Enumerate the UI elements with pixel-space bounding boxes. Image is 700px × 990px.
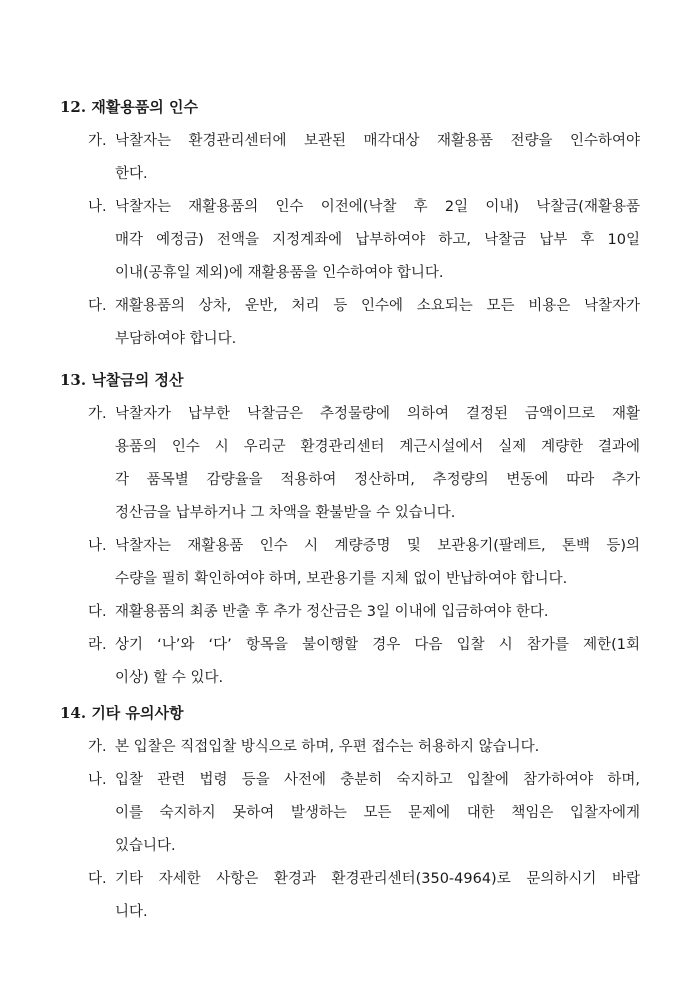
item-text-line: 이상) 할 수 있다.	[115, 670, 224, 686]
list-item	[60, 191, 645, 290]
item-marker: 나.	[88, 199, 107, 215]
item-text-line: 낙찰자는 환경관리센터에 보관된 매각대상 재활용품 전량을 인수하여야	[115, 133, 640, 149]
list-item	[60, 731, 645, 764]
list-item	[60, 629, 645, 695]
item-text-line: 니다.	[115, 904, 148, 920]
list-item	[60, 764, 645, 863]
item-text-line: 입찰 관련 법령 등을 사전에 충분히 숙지하고 입찰에 참가하여야 하며,	[115, 772, 640, 788]
item-marker: 가.	[88, 406, 107, 422]
section-title: 14. 기타 유의사항	[60, 704, 184, 722]
item-marker: 나.	[88, 538, 107, 554]
list-item	[60, 290, 645, 356]
item-marker: 다.	[88, 604, 107, 620]
item-marker: 가.	[88, 739, 107, 755]
list-item	[60, 125, 645, 191]
item-text-line: 각 품목별 감량율을 적용하여 정산하며, 추정량의 변동에 따라 추가	[115, 472, 640, 488]
section-14-other-notes	[60, 702, 645, 929]
item-text-line: 이내(공휴일 제외)에 재활용품을 인수하여야 합니다.	[115, 265, 444, 281]
item-text-line: 한다.	[115, 166, 148, 182]
item-text-line: 있습니다.	[115, 838, 176, 854]
item-text-line: 재활용품의 상차, 운반, 처리 등 인수에 소요되는 모든 비용은 낙찰자가	[115, 298, 640, 314]
section-title: 12. 재활용품의 인수	[60, 98, 198, 116]
item-text-line: 재활용품의 최종 반출 후 추가 정산금은 3일 이내에 입금하여야 한다.	[115, 604, 549, 620]
item-text-line: 수량을 필히 확인하여야 하며, 보관용기를 지체 없이 반납하여야 합니다.	[115, 571, 568, 587]
item-marker: 라.	[88, 637, 107, 653]
section-title: 13. 낙찰금의 정산	[60, 371, 184, 389]
item-text-line: 기타 자세한 사항은 환경과 환경관리센터(350-4964)로 문의하시기 바랍	[115, 871, 640, 887]
item-text-line: 부담하여야 합니다.	[115, 331, 237, 347]
item-text-line: 본 입찰은 직접입찰 방식으로 하며, 우편 접수는 허용하지 않습니다.	[115, 739, 540, 755]
item-text-line: 상기 ‘나’와 ‘다’ 항목을 불이행할 경우 다음 입찰 시 참가를 제한(1회	[115, 637, 640, 653]
section-12-recyclables-takeover	[60, 96, 645, 356]
item-text-line: 용품의 인수 시 우리군 환경관리센터 계근시설에서 실제 계량한 결과에	[115, 439, 640, 455]
item-marker: 나.	[88, 772, 107, 788]
list-item	[60, 596, 645, 629]
item-text-line: 이를 숙지하지 못하여 발생하는 모든 문제에 대한 책임은 입찰자에게	[115, 805, 640, 821]
item-text-line: 매각 예정금) 전액을 지정계좌에 납부하여야 하고, 낙찰금 납부 후 10일	[115, 232, 640, 248]
list-item	[60, 398, 645, 530]
item-text-line: 낙찰자는 재활용품의 인수 이전에(낙찰 후 2일 이내) 낙찰금(재활용품	[115, 199, 640, 215]
section-13-settlement	[60, 369, 645, 695]
item-text-line: 낙찰자는 재활용품 인수 시 계량증명 및 보관용기(팔레트, 톤백 등)의	[115, 538, 640, 554]
list-item	[60, 530, 645, 596]
item-text-line: 낙찰자가 납부한 낙찰금은 추정물량에 의하여 결정된 금액이므로 재활	[115, 406, 640, 422]
item-marker: 가.	[88, 133, 107, 149]
item-text-line: 정산금을 납부하거나 그 차액을 환불받을 수 있습니다.	[115, 505, 456, 521]
item-marker: 다.	[88, 871, 107, 887]
item-marker: 다.	[88, 298, 107, 314]
list-item	[60, 863, 645, 929]
